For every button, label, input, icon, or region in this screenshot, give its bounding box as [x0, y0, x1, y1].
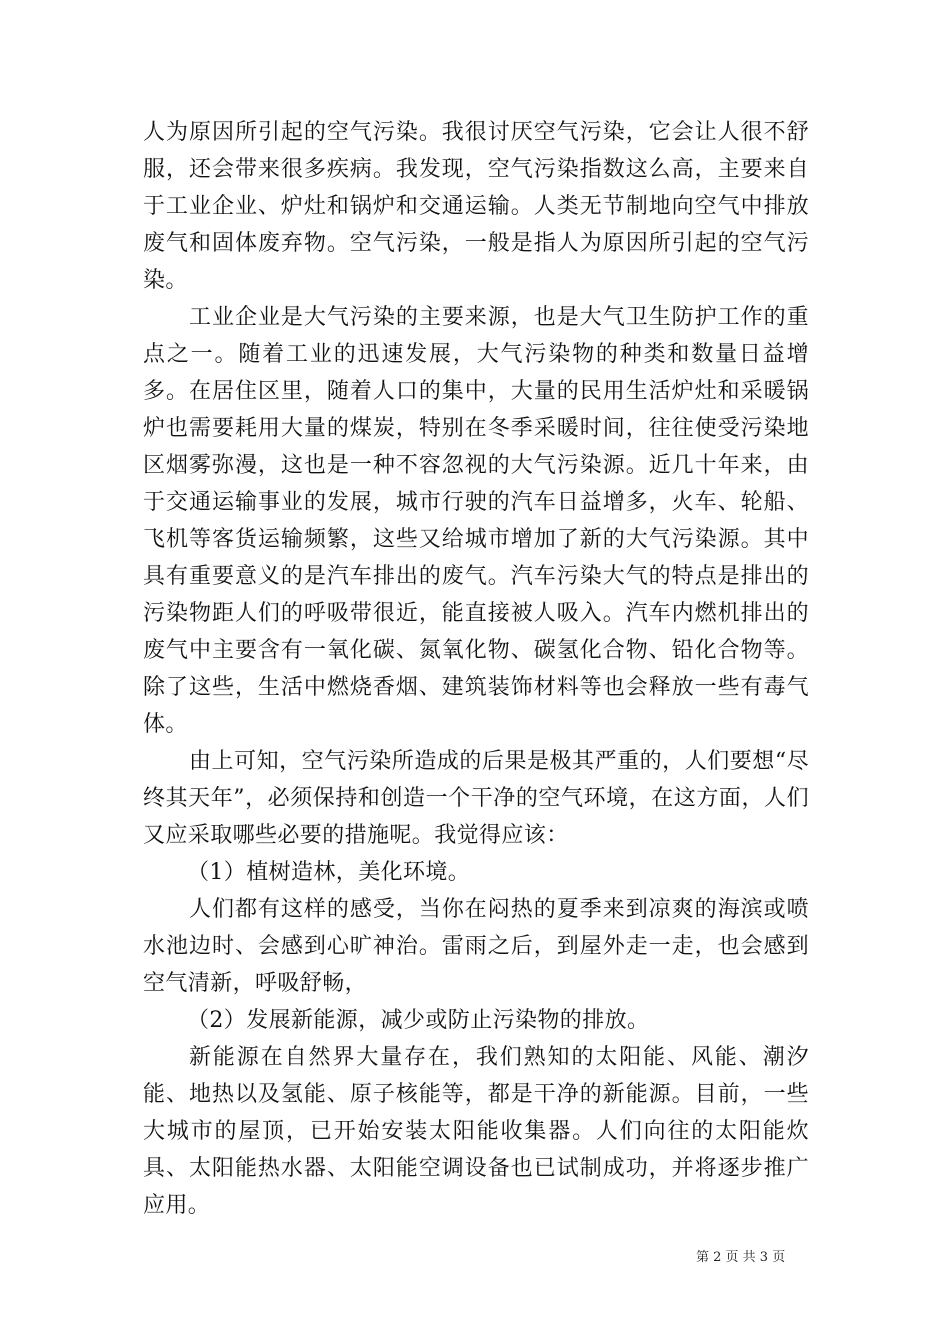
paragraph-1: 人为原因所引起的空气污染。我很讨厌空气污染，它会让人很不舒服，还会带来很多疾病。我发现，空气污染指数这么高，主要来自于工业企业、炉灶和锅炉和交通运输。人类无节制地向空气中排放废气和固体废弃物。空气污染，一般是指人为原因所引起的空气污染。: [143, 120, 809, 293]
list-item-1: （1）植树造林，美化环境。: [187, 860, 471, 885]
paragraph-2: 工业企业是大气污染的主要来源，也是大气卫生防护工作的重点之一。随着工业的迅速发展，大气污染物的种类和数量日益增多。在居住区里，随着人口的集中，大量的民用生活炉灶和采暖锅炉也需要耗用大量的煤炭，特别在冬季采暖时间，往往使受污染地区烟雾弥漫，这也是一种不容忽视的大气污染源。近几十年来，由于交通运输事业的发展，城市行驶的汽车日益增多，火车、轮船、飞机等客货运输频繁，这些又给城市增加了新的大气污染源。其中具有重要意义的是汽车排出的废气。汽车污染大气的特点是排出的污染物距人们的呼吸带很近，能直接被人吸入。汽车内燃机排出的废气中主要含有一氧化碳、氮氧化物、碳氢化合物、铅化合物等。除了这些，生活中燃烧香烟、建筑装饰材料等也会释放一些有毒气体。: [143, 305, 809, 737]
page-number-footer: 第 2 页 共 3 页: [696, 1250, 786, 1265]
paragraph-4: 人们都有这样的感受，当你在闷热的夏季来到凉爽的海滨或喷水池边时、会感到心旷神治。雷雨之后，到屋外走一走，也会感到空气清新，呼吸舒畅，: [143, 897, 809, 996]
paragraph-5: 新能源在自然界大量存在，我们熟知的太阳能、风能、潮汐能、地热以及氢能、原子核能等，都是干净的新能源。目前，一些大城市的屋顶，已开始安装太阳能收集器。人们向往的太阳能炊具、太阳能热水器、太阳能空调设备也已试制成功，并将逐步推广应用。: [143, 1045, 809, 1218]
document-body: [143, 114, 809, 1224]
paragraph-3: 由上可知，空气污染所造成的后果是极其严重的，人们要想“尽终其天年”，必须保持和创造一个干净的空气环境，在这方面，人们又应采取哪些必要的措施呢。我觉得应该：: [143, 749, 809, 848]
list-item-2: （2）发展新能源，减少或防止污染物的排放。: [187, 1008, 650, 1033]
